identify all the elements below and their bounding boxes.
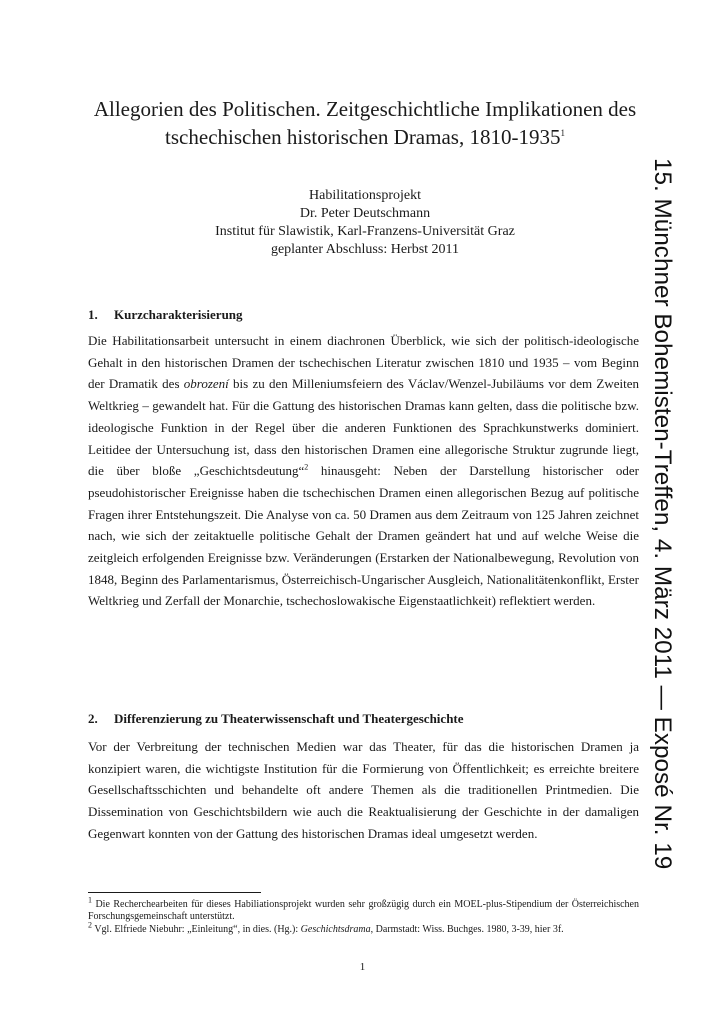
footnote-text: Die Recherchearbeiten für dieses Habiliationsprojekt wurden sehr großzügig durch ein MOEL-plus-Stipendium der Österreichischen Forschungsgemeinschaft unterstützt. [88, 899, 639, 922]
section-2-heading [88, 710, 648, 728]
section-2-paragraph: Vor der Verbreitung der technischen Medien war das Theater, für das die historischen Dramen ja konzipiert waren, die wichtigste Institution für die Formierung von Öffentlichkeit; es erreichte breitere Gesellschaftsschichten und behandelte oft andere Themen als die traditionellen Printmedien. Die Dissemination von Geschichtsbildern wie auch die Reaktualisierung der Geschichte in der damaligen Gegenwart konnten von der Gattung des historischen Dramas ideal umgesetzt werden. [88, 739, 639, 841]
footnotes [88, 895, 639, 937]
paragraph-text: hinausgeht: Neben der Darstellung historischer oder pseudohistorischer Ereignisse haben die tschechischen Dramen einen allegorischen Bezug auf politische Fragen ihrer Entstehungszeit. Die Analyse von ca. 50 Dramen aus dem Zeitraum von 125 Jahren zeichnet nach, wie sich der zeitaktuelle politische Gehalt der Dramen geändert hat und auf welche Weise die zeitgleich erfolgenden Ereignisse bzw. Veränderungen (Erstarken der Nationalbewegung, Revolution von 1848, Beginn des Parlamentarismus, Österreichisch-Ungarischer Ausgleich, Nationalitätenkonflikt, Erster Weltkrieg und Zerfall der Monarchie, tschechoslowakische Eigenstaatlichkeit) reflektiert werden. [88, 463, 639, 609]
footnote-text: , Darmstadt: Wiss. Buchges. 1980, 3-39, hier 3f. [370, 924, 564, 935]
side-banner: 15. Münchner Bohemisten-Treffen, 4. März 2011 — Exposé Nr. 19 [649, 158, 676, 870]
section-1-heading [88, 306, 648, 324]
project-label: Habilitationsprojekt [309, 188, 421, 203]
section-2-number: 2. [88, 711, 98, 726]
institute-name: Institut für Slawistik, Karl-Franzens-Universität Graz [215, 224, 515, 239]
footnote-1 [88, 895, 639, 923]
paragraph-text: bis zu den Milleniumsfeiern des Václav/Wenzel-Jubiläums vor dem Zweiten Weltkrieg – gewandelt hat. Für die Gattung des historischen Dramas kann gelten, dass die politische bzw. ideologische Funktion in der Regel über die anderen Funktionen des Sprachkunstwerks dominiert. Leitidee der Untersuchung ist, dass den historischen Dramen eine allegorische Struktur zugrunde liegt, die über bloße „Geschichtsdeutung“ [88, 376, 639, 479]
section-1-title: Kurzcharakterisierung [114, 307, 243, 322]
document-title [70, 95, 660, 151]
section-2-title: Differenzierung zu Theaterwissenschaft und Theatergeschichte [114, 711, 464, 726]
footnote-text: Vgl. Elfriede Niebuhr: „Einleitung“, in dies. (Hg.): [92, 924, 301, 935]
italic-term: obrození [183, 376, 229, 392]
title-line-2: tschechischen historischen Dramas, 1810-1935 [165, 125, 561, 149]
footnote-2 [88, 920, 639, 936]
author-block [70, 187, 660, 259]
section-1-number: 1. [88, 307, 98, 322]
author-name: Dr. Peter Deutschmann [299, 206, 431, 221]
page-number: 1 [359, 961, 366, 973]
footnote-marker: 2 [88, 920, 92, 930]
footnote-marker: 1 [88, 895, 92, 905]
title-line-1: Allegorien des Politischen. Zeitgeschichtliche Implikationen des [93, 97, 637, 121]
footnote-divider [88, 892, 261, 893]
footnote-italic: Geschichtsdrama [300, 924, 371, 935]
completion-date: geplanter Abschluss: Herbst 2011 [270, 242, 460, 257]
paragraph-text: Die Habilitationsarbeit untersucht in einem diachronen Überblick, wie sich der politisch-ideologische Gehalt in den historischen Dramen der tschechischen Literatur zwischen 1810 und 1935 – vom Beginn der Dramatik des [88, 333, 639, 392]
section-1-paragraph [88, 330, 639, 612]
title-footnote-marker: 1 [560, 128, 565, 138]
footnote-reference: 2 [304, 462, 309, 472]
